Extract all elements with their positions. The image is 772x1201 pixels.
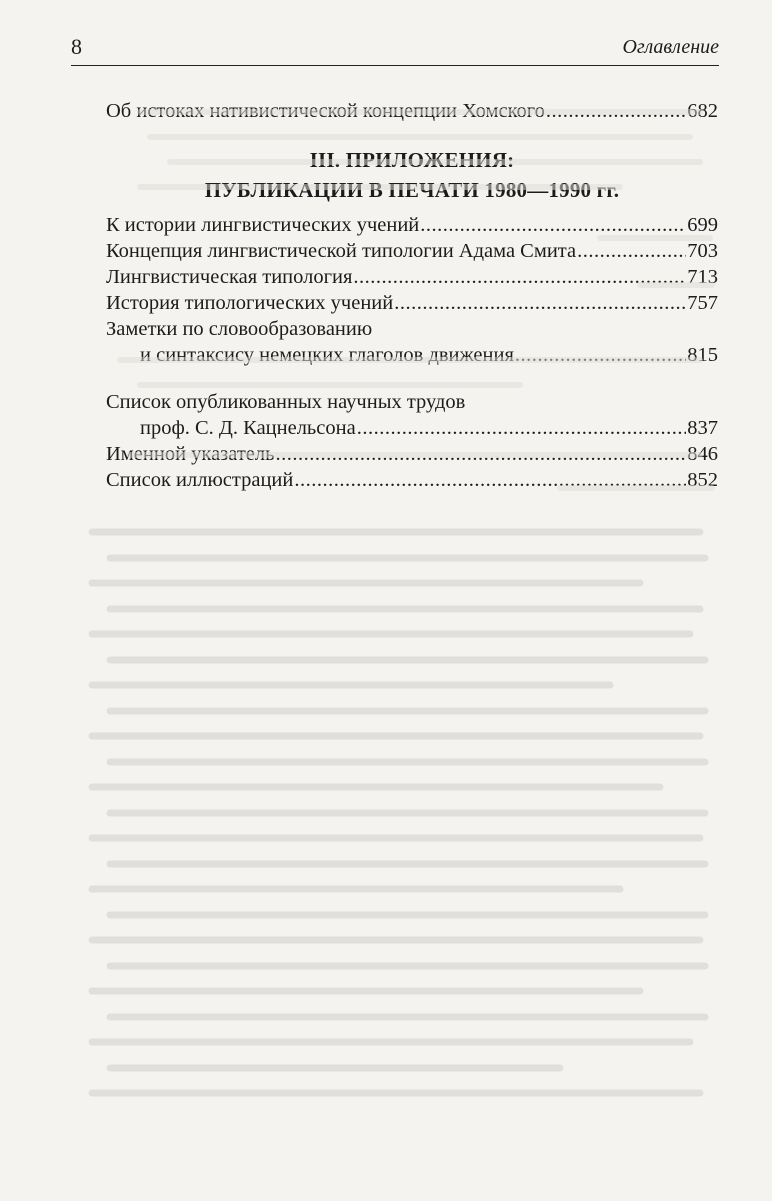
dot-leader (353, 264, 686, 290)
toc-entry-name-index (106, 441, 718, 467)
toc-entry-page: 846 (687, 443, 718, 465)
dot-leader (577, 238, 686, 264)
toc-entry-title: История типологических учений (106, 292, 394, 314)
toc-entry-title: Об истоках нативистической концепции Хомского (106, 100, 545, 122)
section-heading-line2: ПУБЛИКАЦИИ В ПЕЧАТИ 1980—1990 гг. (204, 178, 620, 202)
toc-entry-title: Список иллюстраций (106, 469, 294, 491)
toc-entry-title: Концепция лингвистической типологии Адама Смита (106, 240, 577, 262)
toc-entry-page: 837 (687, 417, 718, 439)
toc-entry-publications (140, 415, 718, 441)
toc-entry-ling-typology (106, 264, 718, 290)
toc-entry-page: 699 (687, 214, 718, 236)
dot-leader (546, 98, 686, 124)
toc-entry-page: 703 (687, 240, 718, 262)
toc-entry-title: Лингвистическая типология (106, 266, 353, 288)
toc-entry-publications-line1: Список опубликованных научных трудов (106, 391, 466, 413)
dot-leader (294, 467, 686, 493)
toc-entry-page: 713 (687, 266, 718, 288)
toc-entry-nativist (106, 98, 718, 124)
toc-entry-page: 757 (687, 292, 718, 314)
running-title: Оглавление (622, 36, 719, 58)
toc-entry-verbs (140, 342, 718, 368)
page-number: 8 (71, 34, 82, 59)
toc-entry-page: 682 (687, 100, 718, 122)
toc-entry-title: проф. С. Д. Кацнельсона (140, 417, 356, 439)
toc-entry-page: 815 (687, 344, 718, 366)
toc-entry-title: К истории лингвистических учений (106, 214, 420, 236)
toc-entry-title: Именной указатель (106, 443, 275, 465)
toc-entry-page: 852 (687, 469, 718, 491)
toc-entry-history-ling (106, 212, 718, 238)
running-header (71, 30, 719, 64)
toc-entry-adam-smith (106, 238, 718, 264)
dot-leader (357, 415, 687, 441)
toc-entry-illustrations (106, 467, 718, 493)
dot-leader (275, 441, 686, 467)
dot-leader (515, 342, 686, 368)
toc-entry-typology-history (106, 290, 718, 316)
toc-entry-verbs-line1: Заметки по словообразованию (106, 318, 373, 340)
section-heading-line1: III. ПРИЛОЖЕНИЯ: (309, 148, 515, 172)
dot-leader (394, 290, 686, 316)
header-rule (71, 65, 719, 66)
dot-leader (420, 212, 686, 238)
toc-entry-title: и синтаксису немецких глаголов движения (140, 344, 514, 366)
